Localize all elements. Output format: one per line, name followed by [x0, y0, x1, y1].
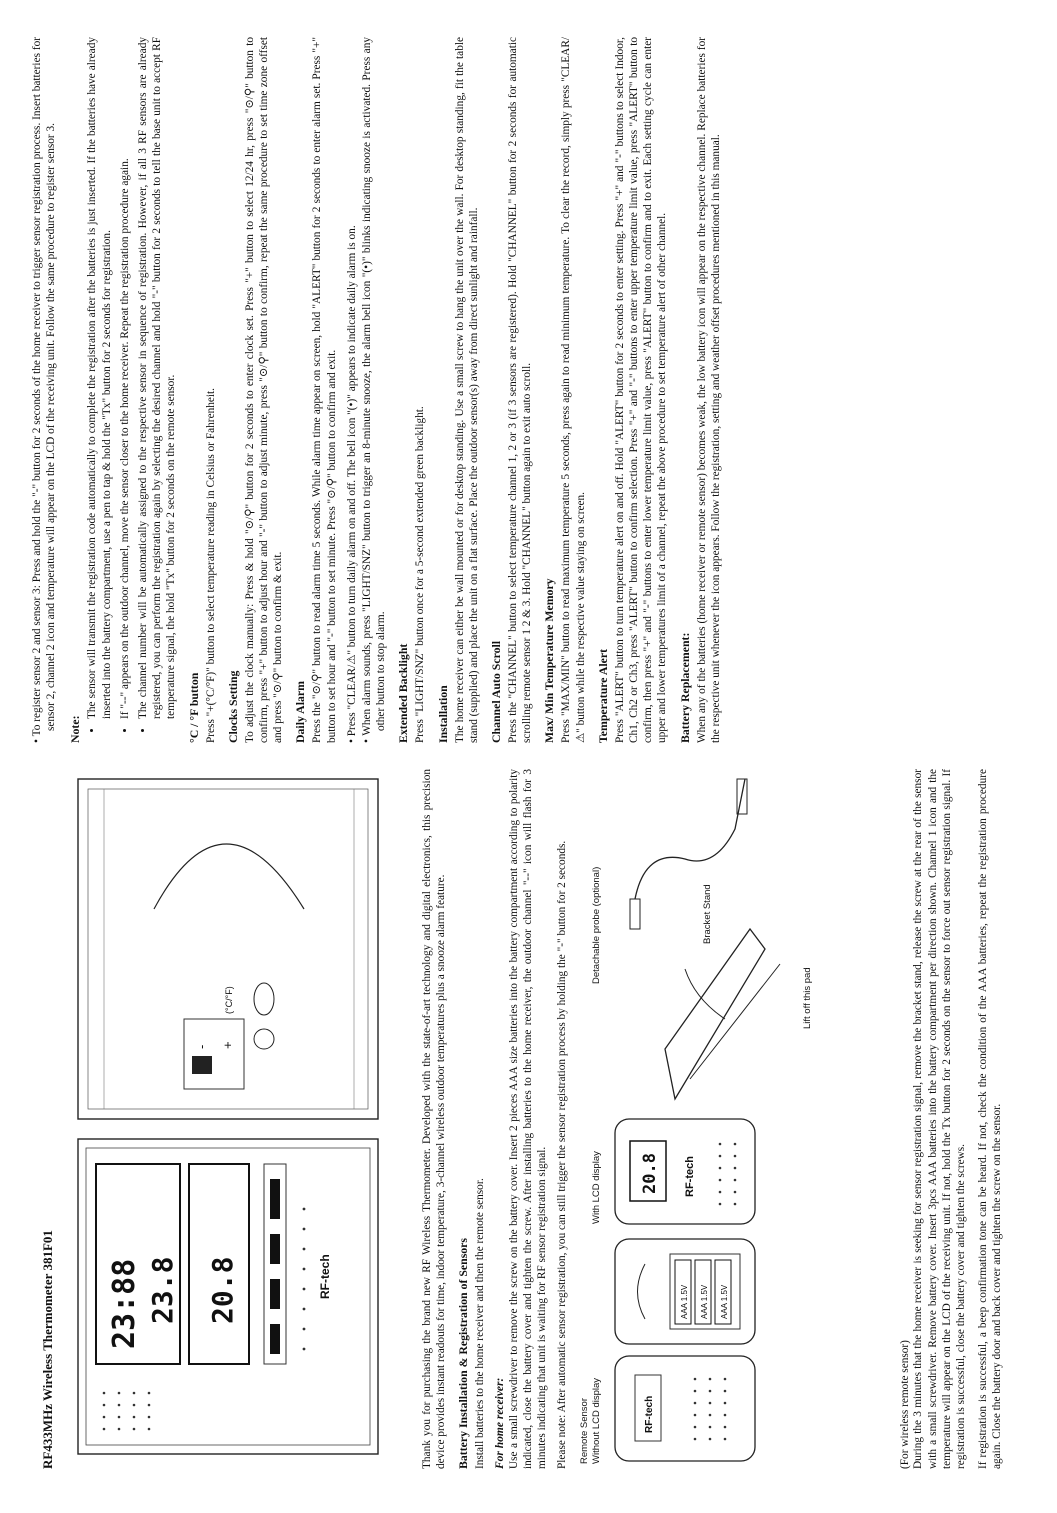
channel-text: Press the "CHANNEL" button to select temperature channel 1, 2 or 3 (if 3 sensors are registered). Hold "CHANNEL" button for 2 seconds for automatic scrolling remote sensor 1 2 & 3. Hold "CHANNEL" button again to exit auto scroll. — [507, 37, 534, 743]
receiver-illustration — [64, 769, 414, 1469]
alarm-heading: Daily Alarm — [293, 681, 308, 743]
cf-text: Press "+(°C/°F)" button to select temperature reading in Celsius or Fahrenheit. — [204, 388, 217, 743]
battery-replacement-heading: Battery Replacement: — [677, 632, 692, 743]
wireless-heading: (For wireless remote sensor) — [899, 1340, 912, 1469]
remote-sensor-no-lcd — [615, 1356, 755, 1461]
lcd-display-label: With LCD display — [591, 1151, 603, 1224]
remote-sensor-label2: Without LCD display — [591, 1377, 603, 1464]
alarm-bullet-1: • Press "CLEAR/⚠" button to turn daily alarm on and off. The bell icon "(•)" appears to indicate daily alarm is on. — [345, 225, 358, 743]
alarm-bullet-2: • When alarm sounds, press "LIGHT/SNZ" button to trigger an 8-minute snooze, the alarm bell icon "(•)" blinks indicating snooze is activated. Press any other button to stop alarm. — [361, 37, 388, 743]
temp-alert-heading: Temperature Alert — [595, 648, 610, 743]
receiver-back — [78, 779, 378, 1119]
sensor2-brand: RF-tech — [684, 1156, 697, 1197]
bracket-stand-label: Bracket Stand — [702, 884, 714, 944]
battery-line: Install batteries to the home receiver and then the remote sensor. — [474, 1178, 487, 1469]
battery-heading: Battery Installation & Registration of Sensors — [456, 1237, 471, 1469]
left-column — [40, 769, 1011, 1469]
right-column — [30, 37, 729, 743]
cf-heading: °C / °F button — [186, 672, 201, 743]
lcd-time: 23:88 — [107, 1258, 142, 1349]
note-item: • If "--" appears on the outdoor channel, move the sensor closer to the home receiver. Repeat the registration procedure again. — [118, 37, 132, 719]
receiver-brand: RF-tech — [318, 1254, 332, 1299]
clock-text: To adjust the clock manually: Press & hold "⊙/⚲" button for 2 seconds to enter clock set. Press "+" button to select 12/24 hr, press "⊙/⚲" button to confirm, press "+" button to adjust hour and "-" button to adjust minute, press "⊙/⚲" button to confirm, repeat the same procedure to set time zone offset and press "⊙/⚲" button to confirm & exit. — [243, 37, 285, 743]
remote-sensor-lcd — [615, 1119, 755, 1224]
install-heading: Installation — [435, 685, 450, 743]
btn-minus-label: - — [194, 1044, 209, 1049]
note-item: • The channel number will be automatically assigned to the respective sensor in sequence of registration. However, if all 3 RF sensors are already registered, you can perform the registration again by selecting the desired channel and hold "-" button for 2 seconds to tell the base unit to accept RF temperature signal, the hold "Tx" button for 2 seconds on the remote sensor. — [136, 37, 179, 719]
battery-label-3: AAA 1.5V — [720, 1284, 730, 1319]
register-sensors-text: • To register sensor 2 and sensor 3: Press and hold the "-" button for 2 seconds of the home receiver to trigger sensor registration process. Insert batteries for sensor 2, channel 2 icon and temperature will appear on the LCD of the receiving unit. Follow the same procedure to register sensor 3. — [31, 36, 58, 743]
registration-note: Please note: After automatic sensor registration, you can still trigger the sensor registration process by holding the "-" button for 2 seconds. — [556, 840, 569, 1469]
note-heading: Note: — [68, 715, 83, 743]
page-title: RF433MHz Wireless Thermometer 381F01 — [40, 1230, 55, 1469]
bracket-stand — [665, 884, 813, 1099]
channel-heading: Channel Auto Scroll — [489, 640, 504, 743]
note-list — [85, 37, 178, 743]
install-text: The home receiver can either be wall mounted or for desktop standing. Use a small screw to hang the unit over the wall. For desktop standing, fit the table stand (supplied) and place the unit on a flat surface. Place the outdoor sensor(s) away from direct sunlight and rainfall. — [453, 37, 480, 743]
backlight-heading: Extended Backlight — [396, 643, 411, 743]
lift-pad-label: Lift off this pad — [802, 967, 814, 1029]
registration-success-text: If registration is successful, a beep confirmation tone can be heard. If not, check the condition of the AAA batteries, repeat the registration procedure again. Close the battery door and back cover and tighten the screw on the sensor. — [977, 769, 1004, 1469]
lcd-temp2: 20.8 — [206, 1256, 239, 1324]
wireless-text: During the 3 minutes that the home receiver is seeking for sensor registration signal, remove the bracket stand, release the screw at the rear of the sensor with a small screwdriver. Remove battery cover. Insert 3pcs AAA batteries into the battery compartment per direction shown. Channel 1 icon and the temperature will appear on the LCD of the receiving unit. If not, hold the Tx button for 2 seconds on the sensor to force out sensor registration signal. If registration is successful, close the battery cover and tighten the screws. — [912, 769, 968, 1469]
backlight-text: Press "LIGHT/SNZ" button once for a 5-second extended green backlight. — [414, 406, 427, 743]
receiver-front — [78, 1139, 378, 1454]
btn-cf-label: (°C/°F) — [224, 986, 234, 1014]
battery-replacement-text: When any of the batteries (home receiver or remote sensor) becomes weak, the low battery icon will appear on the respective channel. Replace batteries for the respective unit whenever the icon appears. Follow the registration, setting and weather offset procedures mentioned in this manual. — [695, 37, 722, 743]
clock-heading: Clocks Setting — [225, 670, 240, 743]
home-receiver-text: Use a small screwdriver to remove the screw on the battery cover. Insert 2 pieces AAA size batteries into the battery compartment according to polarity indicated, close the battery cover and tighten the screw. After installing batteries to the home receiver, the outdoor channel "--" icon will flash for 3 minutes indicating that unit is waiting for RF sensor registration signal. — [507, 769, 549, 1469]
sensor1-brand: RF-tech — [644, 1395, 656, 1433]
note-item: • The sensor will transmit the registration code automatically to complete the registration after the batteries is just inserted. If the batteries have already inserted into the battery compartment, use a pen to tap & hold the "Tx" button for 2 seconds for registration. — [85, 37, 113, 719]
lcd-temp1: 23.8 — [146, 1256, 179, 1324]
remote-sensor-label1: Remote Sensor — [579, 1397, 591, 1464]
probe-label: Detachable probe (optional) — [591, 866, 603, 984]
battery-label-1: AAA 1.5V — [680, 1284, 690, 1319]
maxmin-heading: Max/ Min Temperature Memory — [542, 578, 557, 743]
btn-plus-label: + — [220, 1041, 235, 1049]
sensor-back-batteries — [615, 1239, 755, 1344]
sensor-illustration — [575, 769, 895, 1469]
alarm-text: Press the "⊙/⚲" button to read alarm time 5 seconds. While alarm time appear on screen, hold "ALERT" button for 2 seconds to enter alarm set. Press "+" button to set hour and "-" button to set minute. Press "⊙/⚲" button to confirm and exit. — [311, 37, 338, 743]
home-receiver-heading: For home receiver: — [493, 1377, 506, 1469]
probe — [630, 779, 747, 929]
sensor-lcd-value: 20.8 — [640, 1153, 661, 1194]
maxmin-text: Press "MAX/MIN" button to read maximum temperature 5 seconds, press again to read minimum temperature. To clear the record, simply press "CLEAR/⚠" button while the respective value staying on screen. — [560, 37, 587, 743]
intro-text: Thank you for purchasing the brand new RF Wireless Thermometer. Developed with the state-of-art technology and digital electronics, this precision device provides instant readouts for time, indoor temperature, 3-channel wireless outdoor temperatures plus a snooze alarm feature. — [421, 769, 448, 1469]
battery-label-2: AAA 1.5V — [700, 1284, 710, 1319]
temp-alert-text: Press "ALERT" button to turn temperature alert on and off. Hold "ALERT" button for 2 seconds to enter setting. Press "+" and "-" buttons to select Indoor, Ch1, Ch2 or Ch3, press "ALERT" button to confirm selection. Press "+" and "-" buttons to enter upper temperature limit value, press "ALERT" button to confirm, then press "+" and "-" buttons to enter lower temperature limit value, press "ALERT" button to confirm and to exit. Each setting cycle can enter upper and lower temperatures limit of a channel, repeat the above procedure to set temperature alert of other channel. — [613, 37, 669, 743]
